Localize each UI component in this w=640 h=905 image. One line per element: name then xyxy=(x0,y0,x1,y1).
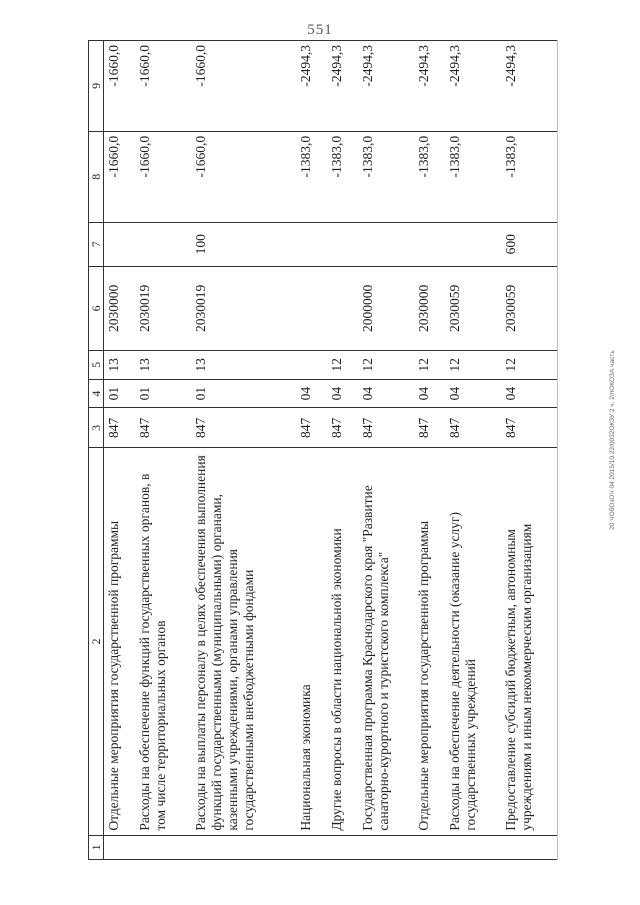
item-name-cell: Расходы на выплаты персоналу в целях обеспечения выполнения функций государственными (муниципальными) органами, казенными учреждениями, органами управления государственными внебюджетными фондами xyxy=(191,448,296,835)
item-name-cell: Другие вопросы в области национальной экономики xyxy=(327,448,358,835)
section-code-cell: 04 xyxy=(327,379,358,408)
ministry-code-cell: 847 xyxy=(445,408,501,448)
subsection-code-cell: 12 xyxy=(414,350,445,379)
amount-year2-cell: -2494,3 xyxy=(296,41,327,132)
target-item-code-cell: 2030000 xyxy=(104,266,136,350)
header-cell: 8 xyxy=(89,131,104,222)
item-name-cell: Предоставление субсидий бюджетным, автономным учреждениям и иным некоммерческим организациям xyxy=(501,448,558,835)
expense-type-code-cell xyxy=(327,222,358,266)
target-item-code-cell: 2030019 xyxy=(135,266,191,350)
header-cell: 4 xyxy=(89,379,104,408)
amount-year2-cell: -2494,3 xyxy=(414,41,445,132)
expense-type-code-cell xyxy=(104,222,136,266)
section-code-cell: 04 xyxy=(414,379,445,408)
expense-type-code-cell xyxy=(414,222,445,266)
amount-year2-cell: -1660,0 xyxy=(135,41,191,132)
item-name-cell: Расходы на обеспечение деятельности (оказание услуг) государственных учреждений xyxy=(445,448,501,835)
table-row xyxy=(445,41,501,860)
item-name-cell: Государственная программа Краснодарского края "Развитие санаторно-курортного и туристского комплекса" xyxy=(358,448,414,835)
table-row xyxy=(327,41,358,860)
target-item-code-cell xyxy=(296,266,327,350)
section-code-cell: 04 xyxy=(501,379,558,408)
row-number-cell xyxy=(135,835,191,859)
amount-year1-cell: -1383,0 xyxy=(327,131,358,222)
expense-type-code-cell xyxy=(296,222,327,266)
amount-year2-cell: -1660,0 xyxy=(191,41,296,132)
ministry-code-cell: 847 xyxy=(501,408,558,448)
section-code-cell: 04 xyxy=(358,379,414,408)
row-number-cell xyxy=(414,835,445,859)
budget-table xyxy=(88,40,558,860)
row-number-cell xyxy=(296,835,327,859)
target-item-code-cell xyxy=(327,266,358,350)
header-row xyxy=(89,41,104,860)
expense-type-code-cell xyxy=(358,222,414,266)
table-row xyxy=(104,41,136,860)
row-number-cell xyxy=(104,835,136,859)
section-code-cell: 04 xyxy=(445,379,501,408)
subsection-code-cell xyxy=(296,350,327,379)
ministry-code-cell: 847 xyxy=(135,408,191,448)
row-number-cell xyxy=(358,835,414,859)
amount-year2-cell: -2494,3 xyxy=(501,41,558,132)
table-row xyxy=(501,41,558,860)
expense-type-code-cell xyxy=(445,222,501,266)
subsection-code-cell: 13 xyxy=(191,350,296,379)
table-container xyxy=(88,40,558,860)
ministry-code-cell: 847 xyxy=(327,408,358,448)
table-row xyxy=(135,41,191,860)
header-cell: 2 xyxy=(89,448,104,835)
subsection-code-cell: 12 xyxy=(358,350,414,379)
header-cell: 7 xyxy=(89,222,104,266)
table-row xyxy=(191,41,296,860)
subsection-code-cell: 12 xyxy=(445,350,501,379)
amount-year1-cell: -1660,0 xyxy=(135,131,191,222)
item-name-cell: Отдельные мероприятия государственной программы xyxy=(104,448,136,835)
expense-type-code-cell: 600 xyxy=(501,222,558,266)
amount-year1-cell: -1660,0 xyxy=(191,131,296,222)
amount-year1-cell: -1383,0 xyxy=(501,131,558,222)
subsection-code-cell: 12 xyxy=(327,350,358,379)
section-code-cell: 01 xyxy=(104,379,136,408)
amount-year1-cell: -1383,0 xyxy=(414,131,445,222)
header-cell: 5 xyxy=(89,350,104,379)
ministry-code-cell: 847 xyxy=(104,408,136,448)
ministry-code-cell: 847 xyxy=(296,408,327,448)
item-name-cell: Отдельные мероприятия государственной программы xyxy=(414,448,445,835)
section-code-cell: 01 xyxy=(191,379,296,408)
subsection-code-cell: 12 xyxy=(501,350,558,379)
ministry-code-cell: 847 xyxy=(191,408,296,448)
page-number: 551 xyxy=(307,22,333,38)
amount-year1-cell: -1660,0 xyxy=(104,131,136,222)
row-number-cell xyxy=(191,835,296,859)
section-code-cell: 01 xyxy=(135,379,191,408)
item-name-cell: Национальная экономика xyxy=(296,448,327,835)
target-item-code-cell: 2030000 xyxy=(414,266,445,350)
target-item-code-cell: 2000000 xyxy=(358,266,414,350)
table-row xyxy=(414,41,445,860)
amount-year1-cell: -1383,0 xyxy=(296,131,327,222)
expense-type-code-cell xyxy=(135,222,191,266)
ministry-code-cell: 847 xyxy=(414,408,445,448)
item-name-cell: Расходы на обеспечение функций государственных органов, в том числе территориальных органов xyxy=(135,448,191,835)
margin-note: 20 ЧОбОзОЧ 04 2015/10.22/0032ОКЗУ 2 ч. 2/пОКОЗА часть xyxy=(609,350,616,530)
expense-type-code-cell: 100 xyxy=(191,222,296,266)
row-number-cell xyxy=(501,835,558,859)
section-code-cell: 04 xyxy=(296,379,327,408)
header-cell: 6 xyxy=(89,266,104,350)
target-item-code-cell: 2030059 xyxy=(501,266,558,350)
amount-year2-cell: -1660,0 xyxy=(104,41,136,132)
header-cell: 3 xyxy=(89,408,104,448)
target-item-code-cell: 2030019 xyxy=(191,266,296,350)
amount-year1-cell: -1383,0 xyxy=(445,131,501,222)
amount-year2-cell: -2494,3 xyxy=(327,41,358,132)
target-item-code-cell: 2030059 xyxy=(445,266,501,350)
table-row xyxy=(358,41,414,860)
subsection-code-cell: 13 xyxy=(135,350,191,379)
ministry-code-cell: 847 xyxy=(358,408,414,448)
amount-year2-cell: -2494,3 xyxy=(358,41,414,132)
subsection-code-cell: 13 xyxy=(104,350,136,379)
row-number-cell xyxy=(327,835,358,859)
header-cell: 9 xyxy=(89,41,104,132)
row-number-cell xyxy=(445,835,501,859)
amount-year1-cell: -1383,0 xyxy=(358,131,414,222)
amount-year2-cell: -2494,3 xyxy=(445,41,501,132)
table-row xyxy=(296,41,327,860)
header-cell: 1 xyxy=(89,835,104,859)
